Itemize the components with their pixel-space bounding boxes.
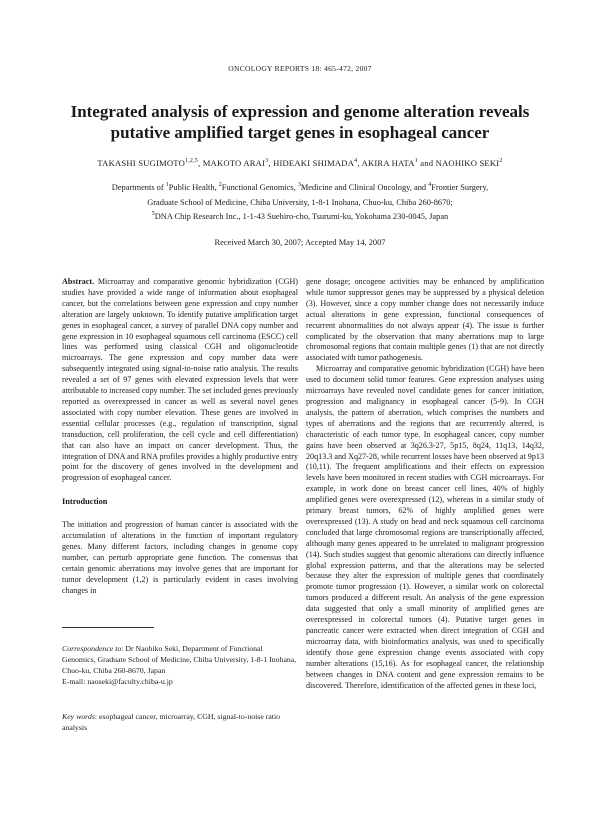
affiliation-line-3 [40,210,560,225]
keywords-text: : esophageal cancer, microarray, CGH, signal-to-noise ratio analysis [62,712,281,732]
keywords-footnote [62,712,298,734]
author-list [30,158,570,168]
correspondence-text: : Dr Naohiko Seki, Department of Functional Genomics, Graduate School of Medicine, Chiba University, 1-8-1 Inohana, Chuo-ku, Chiba 260-8670, Japan [62,644,297,675]
right-column [306,277,544,691]
email-text: E-mail: naoseki@faculty.chiba-u.jp [62,676,173,686]
correspondence-footnote [62,644,298,688]
author-separator: and [417,158,436,168]
affiliation-line-2: Graduate School of Medicine, Chiba University, 1-8-1 Inohana, Chuo-ku, Chiba 260-8670; [147,197,453,207]
affiliation-marker: 2 [218,182,222,189]
section-heading-introduction: Introduction [62,497,108,507]
author-affiliation-marker: 4 [354,158,358,165]
abstract-label: Abstract. [62,277,95,286]
affiliation-marker: 4 [428,182,432,189]
affiliations [40,181,560,225]
affiliation-marker: 5 [151,211,155,218]
author-separator: , [357,158,362,168]
affiliation-marker: 3 [297,182,301,189]
right-paragraph-2: Microarray and comparative genomic hybridization (CGH) have been used to document solid tumor features. Gene expression analyses using microarrays have revealed novel candidate genes for cancer initiation, progression and malignancy in esophageal cancer (5-9). In CGH analysis, the pattern of aberration, which comprises the numbers and types of aberrations and the regions that are recurrently altered, is characteristic of each tumor type. In esophageal cancer, copy number gains have been observed at 3q26.3-27, 5p15, 8q24, 11q13, 14q32, 20q13.3 and Xq27-28, while recurrent losses have been observed at 9p13 (10,11). The frequent amplifications and their effects on expression levels have been monitored in recent studies with CGH microarrays. For example, in work done on breast cancer cell lines, 40% of highly amplified genes were overexpressed (12), whereas in a similar study of primary breast tumors, 62% of highly amplified genes were overexpressed (13). A study on head and neck squamous cell carcinoma concluded that large chromosomal regions are transcriptionally affected, although many genes appeared to be unrelated to malignant progression (14). Such studies suggest that genomic alterations can directly influence global expression patterns, and that the alterations may be selected because they alter the expression of multiple genes that coordinately promote tumor progression (1). However, a similar work on colorectal tumors produced a different result. An analysis of the gene expression data suggested that only a small minority of amplified genes are overexpressed in colorectal tumors (4). Putative target genes in pancreatic cancer were extracted when direct integration of CGH and microarray data, with bioinformatics analysis, was used to specifically identify those gene expression change events associated with copy number alterations (15,16). As for esophageal cancer, the relationship between changes in DNA content and gene expression remains to be discovered. Therefore, identification of the affected genes in these loci, [306,364,544,690]
received-dates: Received March 30, 2007; Accepted May 14, 2007 [214,238,386,247]
keywords-label: Key words [62,712,95,721]
correspondence-label: Correspondence to [62,644,122,653]
affiliation-line-1 [40,181,560,196]
running-head: ONCOLOGY REPORTS 18: 465-472, 2007 [228,64,372,73]
footnote-divider [62,627,154,628]
author-affiliation-marker: 2 [499,158,503,165]
article-title [40,101,560,143]
affiliation-text: Frontier Surgery, [431,183,489,192]
intro-paragraph-1: The initiation and progression of human cancer is associated with the accumulation of alterations in the function of important regulatory genes. Many different factors, including changes in genome copy number, can perturb appropriate gene function. The consensus that certain genomic aberrations may involve genes that are important for tumor development (1,2) is particularly evident in cases involving changes in [62,520,298,595]
affiliation-text: Medicine and Clinical Oncology, and [300,183,429,192]
author-separator: , [268,158,274,168]
title-line-2: putative amplified target genes in esophageal cancer [110,123,490,142]
right-paragraph-1: gene dosage; oncogene activities may be enhanced by amplification while tumor suppressor genes may be suppressed by a physical deletion (3). However, since a copy number change does not necessarily induce actual alterations in gene expression, functional consequences of recurrent abnormalities do not always appear (4). The issue is further complicated by the observation that many aberrations map to large chromosomal regions that contain multiple genes (1) that are not directly associated with tumor pathogenesis. [306,277,544,363]
author-affiliation-marker: 1 [414,158,418,165]
author-affiliation-marker: 1,2,5 [185,158,198,165]
affiliation-text: DNA Chip Research Inc., 1-1-43 Suehiro-cho, Tsurumi-ku, Yokohama 230-0045, Japan [154,212,449,221]
affiliation-text: Public Health, [168,183,219,192]
author-name: NAOHIKO SEKI [435,158,500,168]
author-affiliation-marker: 3 [265,158,269,165]
author-name: HIDEAKI SHIMADA [273,158,355,168]
abstract [62,277,298,484]
affiliation-marker: 1 [165,182,169,189]
left-column [62,277,298,596]
affiliation-text: Functional Genomics, [221,183,298,192]
title-line-1: Integrated analysis of expression and genome alteration reveals [70,102,530,121]
author-name: TAKASHI SUGIMOTO [97,158,185,168]
author-name: MAKOTO ARAI [202,158,266,168]
author-name: AKIRA HATA [361,158,415,168]
abstract-text: Microarray and comparative genomic hybridization (CGH) studies have provided a wide range of information about esophageal cancer, but the correlations between gene expression and copy number alteration are largely unknown. To identify putative amplification target genes in esophageal cancer, a survey of parallel DNA copy number and gene expression in 10 esophageal squamous cell carcinoma (ESCC) cell lines was performed using classical CGH and oligonucleotide microarrays. The gene expression and copy number data were subsequently integrated using signal-to-noise ratio analysis. The results revealed a set of 97 genes with elevated expression levels that were attributable to increased copy number. The set included genes previously reported as overexpressed in cancer as well as several novel genes associated with copy number elevation. These genes are involved in essential cellular processes (e.g., regulation of transcription, signal transduction, cell proliferation, the cell cycle and cell differentiation) that can also have an impact on cancer development. Thus, the integration of DNA and RNA profiles provides a highly productive entry point for the discovery of genes involved in the development and progression of esophageal cancer. [62,277,298,483]
affiliation-text: Departments of [111,183,166,192]
author-separator: , [198,158,203,168]
